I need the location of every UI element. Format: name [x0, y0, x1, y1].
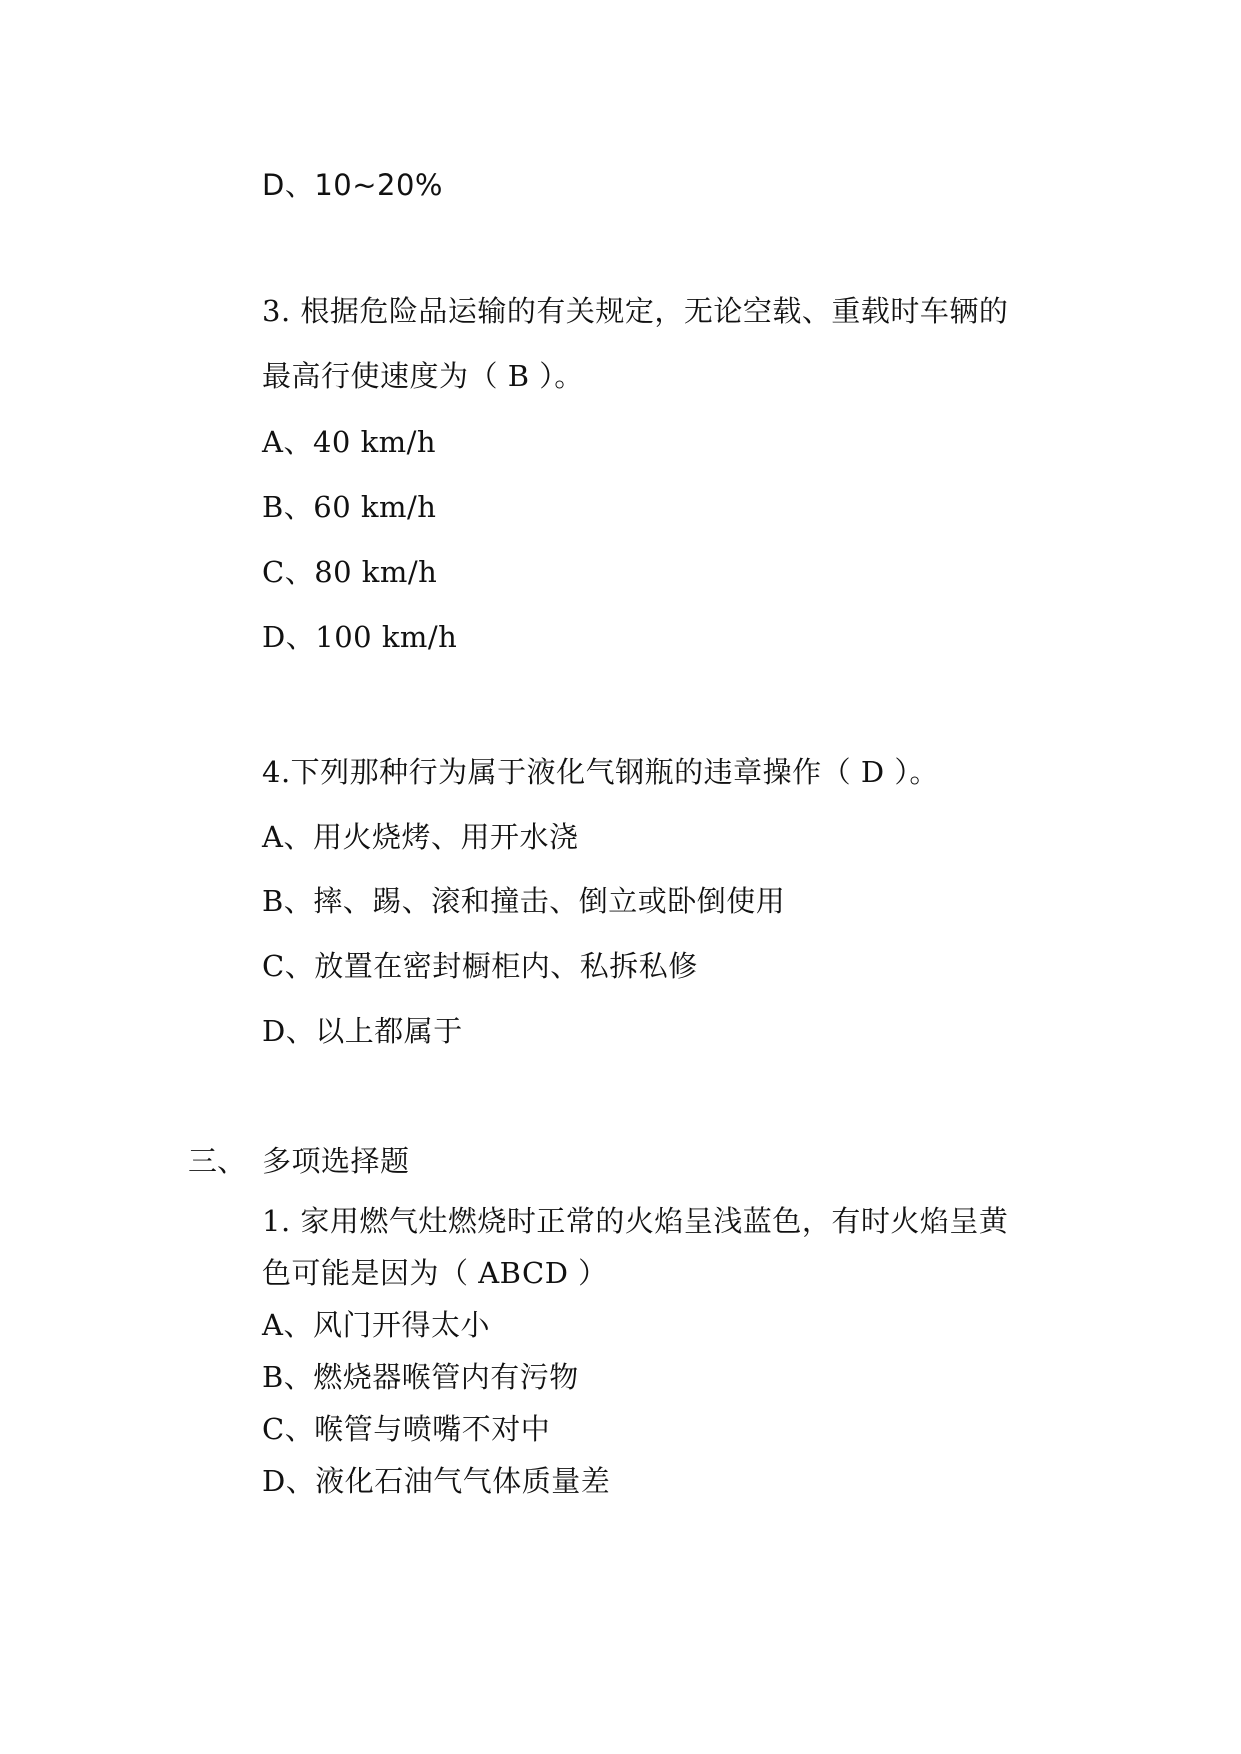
q3-stem-line1: 3. 根据危险品运输的有关规定，无论空载、重载时车辆的 [262, 294, 1009, 328]
section-number: 三、 [188, 1144, 247, 1178]
q4-option-d: D、以上都属于 [262, 1014, 463, 1048]
q3-stem-line2: 最高行使速度为（ B ）。 [262, 359, 584, 393]
q3-option-a: A、40 km/h [262, 425, 437, 459]
q4-option-a: A、用火烧烤、用开水浇 [262, 820, 579, 854]
mq1-option-c: C、喉管与喷嘴不对中 [262, 1412, 551, 1446]
mq1-stem-line1: 1. 家用燃气灶燃烧时正常的火焰呈浅蓝色，有时火焰呈黄 [262, 1204, 1009, 1238]
q3-option-d: D、100 km/h [262, 620, 458, 654]
mq1-option-b: B、燃烧器喉管内有污物 [262, 1360, 579, 1394]
q4-option-b: B、摔、踢、滚和撞击、倒立或卧倒使用 [262, 884, 786, 918]
mq1-option-d: D、液化石油气气体质量差 [262, 1464, 611, 1498]
q4-stem: 4.下列那种行为属于液化气钢瓶的违章操作（ D ）。 [262, 755, 939, 789]
section-title: 多项选择题 [262, 1144, 410, 1178]
q2-option-d: D、10~20% [262, 168, 443, 202]
mq1-stem-line2: 色可能是因为（ ABCD ） [262, 1256, 608, 1290]
q3-option-b: B、60 km/h [262, 490, 437, 524]
q3-option-c: C、80 km/h [262, 555, 438, 589]
q4-option-c: C、放置在密封橱柜内、私拆私修 [262, 949, 698, 983]
mq1-option-a: A、风门开得太小 [262, 1308, 490, 1342]
